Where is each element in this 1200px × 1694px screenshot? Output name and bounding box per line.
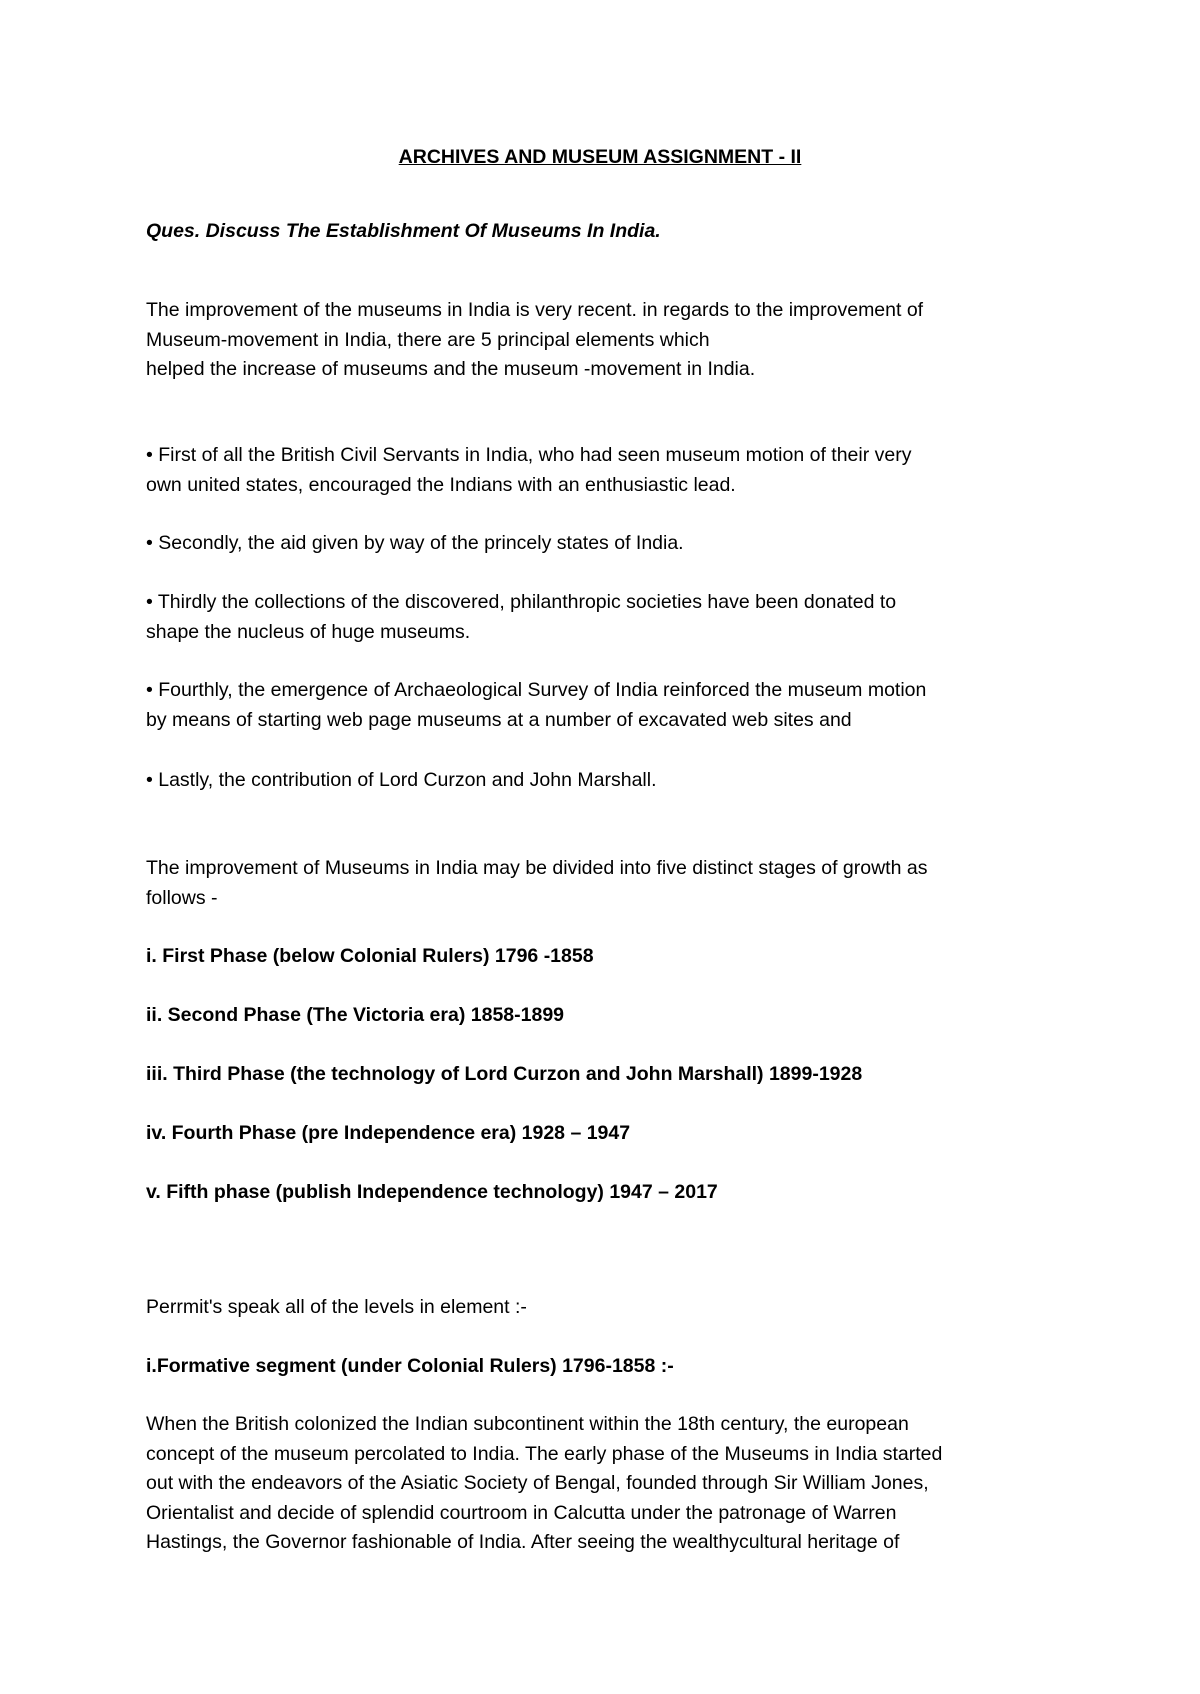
segment-body-paragraph xyxy=(146,1410,1086,1558)
phase-item-2: ii. Second Phase (The Victoria era) 1858-1899 xyxy=(146,1004,565,1026)
phase-item-3: iii. Third Phase (the technology of Lord Curzon and John Marshall) 1899-1928 xyxy=(146,1063,863,1085)
segment-body-line-5: Hastings, the Governor fashionable of India. After seeing the wealthycultural heritage of xyxy=(146,1531,900,1553)
segment-body-line-3: out with the endeavors of the Asiatic Society of Bengal, founded through Sir William Jones, xyxy=(146,1472,929,1494)
segment-heading: i.Formative segment (under Colonial Rulers) 1796-1858 :- xyxy=(146,1355,674,1377)
question-heading: Ques. Discuss The Establishment Of Museums In India. xyxy=(146,220,661,242)
bullet-1-line-2: own united states, encouraged the Indians with an enthusiastic lead. xyxy=(146,473,736,496)
bullet-4-line-1: • Fourthly, the emergence of Archaeological Survey of India reinforced the museum motion xyxy=(146,679,927,701)
bullet-5-line-1: • Lastly, the contribution of Lord Curzon and John Marshall. xyxy=(146,769,657,791)
bullet-item-5 xyxy=(146,766,1086,796)
levels-intro: Perrmit's speak all of the levels in element :- xyxy=(146,1296,527,1318)
intro-line-3: helped the increase of museums and the museum -movement in India. xyxy=(146,358,756,380)
bullet-item-4 xyxy=(146,676,1086,735)
intro-paragraph xyxy=(146,296,1086,385)
intro-line-2: Museum-movement in India, there are 5 principal elements which xyxy=(146,328,710,351)
stages-intro-paragraph xyxy=(146,854,1086,913)
stages-intro-line-1: The improvement of Museums in India may be divided into five distinct stages of growth as xyxy=(146,857,928,879)
bullet-item-3 xyxy=(146,588,1086,647)
phase-item-5: v. Fifth phase (publish Independence technology) 1947 – 2017 xyxy=(146,1181,718,1203)
bullet-4-line-2: by means of starting web page museums at a number of excavated web sites and xyxy=(146,708,852,731)
bullet-item-1 xyxy=(146,441,1086,500)
intro-line-1: The improvement of the museums in India is very recent. in regards to the improvement of xyxy=(146,299,924,321)
phase-item-1: i. First Phase (below Colonial Rulers) 1796 -1858 xyxy=(146,945,594,967)
stages-intro-line-2: follows - xyxy=(146,886,218,909)
segment-body-line-2: concept of the museum percolated to India. The early phase of the Museums in India started xyxy=(146,1442,943,1465)
bullet-3-line-2: shape the nucleus of huge museums. xyxy=(146,620,471,643)
bullet-2-line-1: • Secondly, the aid given by way of the princely states of India. xyxy=(146,532,684,554)
segment-body-line-4: Orientalist and decide of splendid courtroom in Calcutta under the patronage of Warren xyxy=(146,1501,897,1524)
bullet-1-line-1: • First of all the British Civil Servants in India, who had seen museum motion of their very xyxy=(146,444,912,466)
segment-body-line-1: When the British colonized the Indian subcontinent within the 18th century, the european xyxy=(146,1413,909,1435)
bullet-3-line-1: • Thirdly the collections of the discovered, philanthropic societies have been donated to xyxy=(146,591,897,613)
bullet-item-2 xyxy=(146,529,1086,559)
phase-item-4: iv. Fourth Phase (pre Independence era) 1928 – 1947 xyxy=(146,1122,631,1144)
document-title: ARCHIVES AND MUSEUM ASSIGNMENT - II xyxy=(398,146,802,168)
